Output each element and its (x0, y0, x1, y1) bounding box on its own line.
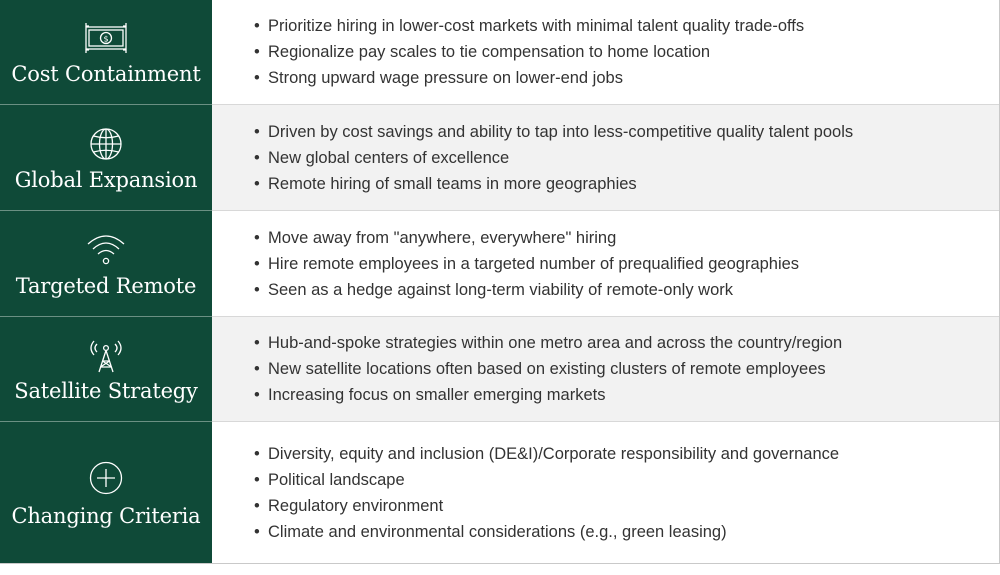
list-item: • Political landscape (254, 470, 405, 489)
row-title: Changing Criteria (11, 503, 201, 528)
svg-text:$: $ (103, 34, 109, 44)
plus-circle-icon (84, 458, 128, 498)
label-cell (0, 422, 212, 563)
bullet-list (254, 441, 839, 545)
row-title: Targeted Remote (15, 273, 197, 298)
table-bottom-border (0, 563, 1000, 564)
content-cell (212, 0, 1000, 104)
list-item: • Driven by cost savings and ability to tap into less-competitive quality talent pools (254, 122, 854, 141)
list-item: • New satellite locations often based on existing clusters of remote employees (254, 360, 826, 378)
row-divider (212, 316, 1000, 317)
dollar-bill-icon (84, 18, 128, 58)
bullet-list (254, 119, 853, 197)
row-title: Satellite Strategy (14, 379, 198, 403)
list-item: • Remote hiring of small teams in more geographies (254, 174, 637, 193)
bullet-list (254, 330, 842, 408)
list-item: • New global centers of excellence (254, 148, 510, 167)
label-cell (0, 211, 212, 316)
wifi-icon (84, 230, 128, 270)
row-title: Cost Containment (11, 62, 201, 86)
globe-icon (84, 124, 128, 164)
label-cell (0, 317, 212, 421)
list-item: • Increasing focus on smaller emerging markets (254, 386, 606, 404)
list-item: • Hire remote employees in a targeted number of prequalified geographies (254, 254, 800, 273)
content-cell (212, 317, 1000, 421)
label-cell (0, 105, 212, 210)
list-item: • Move away from "anywhere, everywhere" hiring (254, 228, 617, 247)
bullet-list (254, 13, 804, 91)
bullet-list (254, 225, 799, 303)
list-item: • Seen as a hedge against long-term viability of remote-only work (254, 280, 733, 299)
row-targeted-remote (0, 211, 1000, 316)
content-cell (212, 422, 1000, 563)
row-satellite-strategy (0, 317, 1000, 421)
list-item: • Hub-and-spoke strategies within one metro area and across the country/region (254, 334, 843, 352)
content-cell (212, 211, 1000, 316)
row-changing-criteria (0, 422, 1000, 563)
row-divider (212, 104, 1000, 105)
row-divider (0, 104, 212, 105)
row-divider (0, 421, 212, 422)
row-global-expansion (0, 105, 1000, 210)
row-divider (0, 316, 212, 317)
content-cell (212, 105, 1000, 210)
row-title: Global Expansion (14, 167, 198, 192)
list-item: • Climate and environmental considerations (e.g., green leasing) (254, 522, 727, 541)
list-item: • Diversity, equity and inclusion (DE&I)/Corporate responsibility and governance (254, 444, 840, 463)
list-item: • Prioritize hiring in lower-cost markets with minimal talent quality trade-offs (254, 17, 805, 35)
row-divider (212, 421, 1000, 422)
list-item: • Regulatory environment (254, 496, 444, 515)
row-cost-containment (0, 0, 1000, 104)
row-divider (212, 210, 1000, 211)
row-divider (0, 210, 212, 211)
label-cell (0, 0, 212, 104)
antenna-tower-icon (84, 335, 128, 375)
list-item: • Regionalize pay scales to tie compensation to home location (254, 43, 711, 61)
list-item: • Strong upward wage pressure on lower-end jobs (254, 69, 623, 87)
